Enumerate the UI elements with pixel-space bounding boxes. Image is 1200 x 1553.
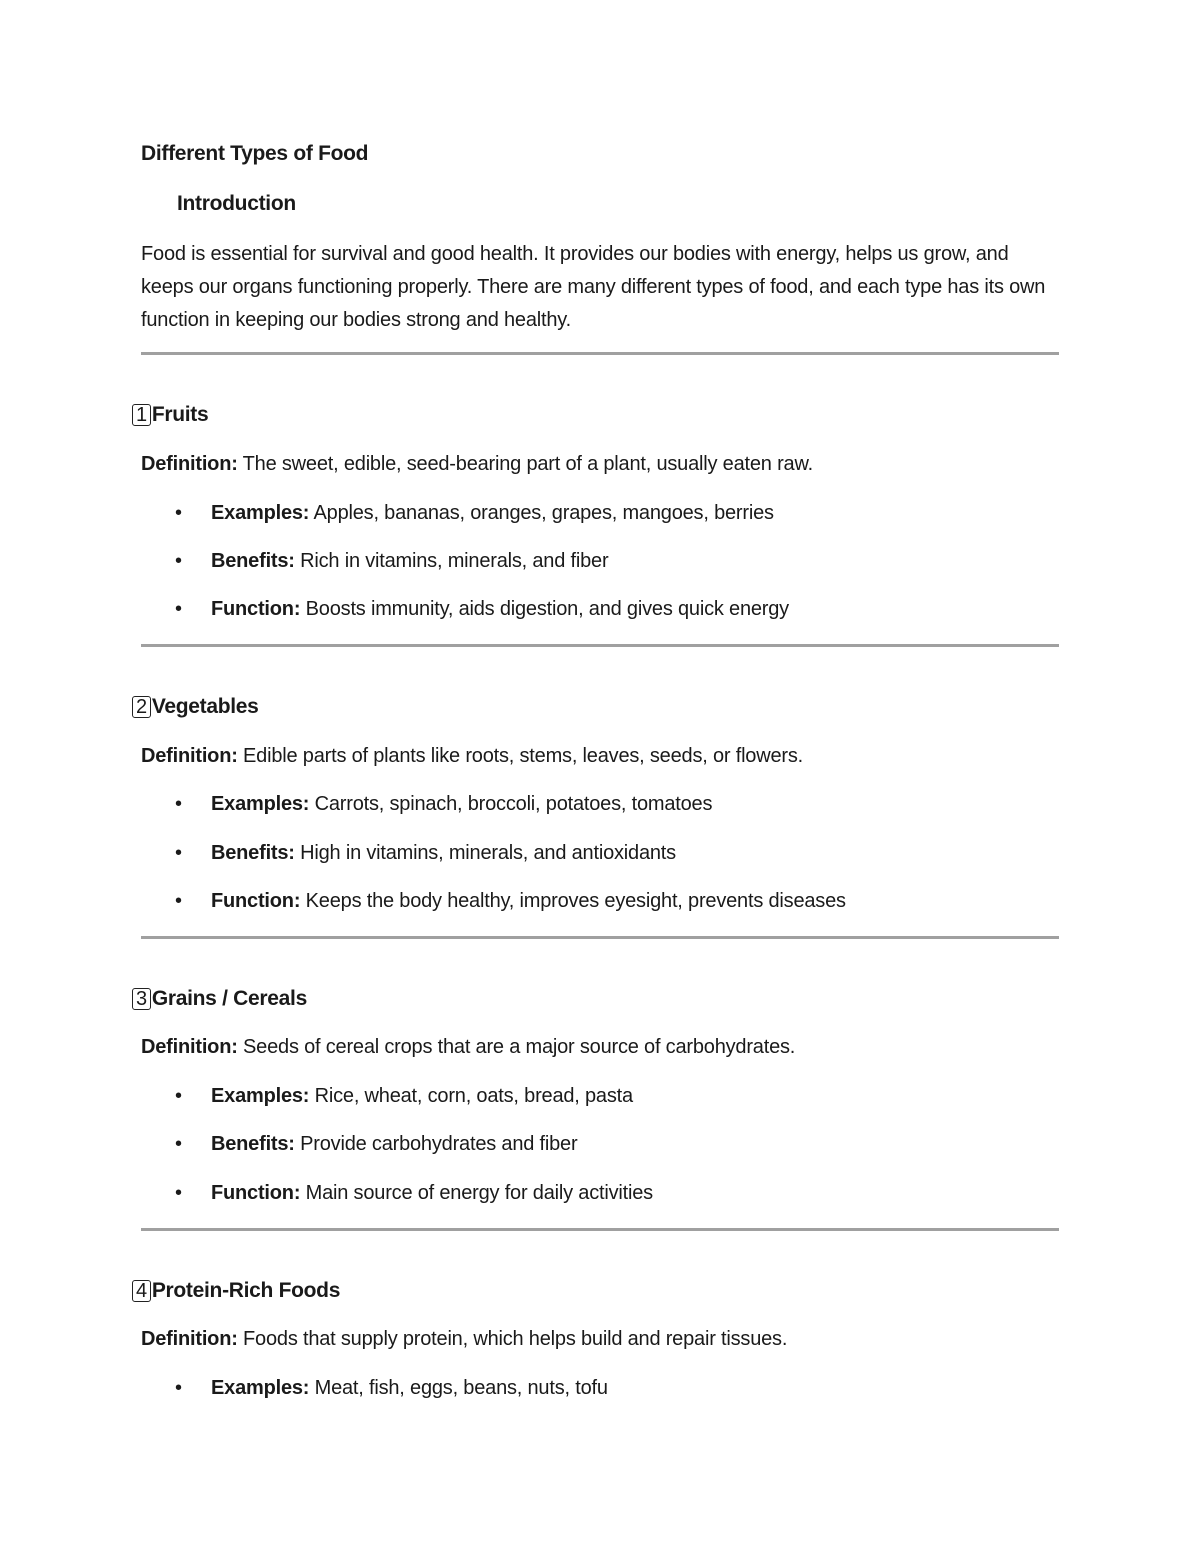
definition-label: Definition: — [141, 1036, 238, 1058]
bullet-icon: • — [175, 1085, 182, 1107]
benefits-text: Provide carbohydrates and fiber — [294, 1133, 578, 1155]
function-text: Keeps the body healthy, improves eyesight, prevents diseases — [300, 890, 846, 912]
definition-line — [141, 453, 813, 476]
intro-heading: Introduction — [177, 192, 296, 215]
section-divider — [141, 352, 1059, 355]
bullet-icon: • — [175, 1182, 182, 1204]
section-number-badge: 3 — [132, 988, 151, 1010]
section-title: Vegetables — [151, 695, 259, 718]
section-heading-grains — [132, 987, 307, 1011]
bullet-icon: • — [175, 1133, 182, 1155]
definition-line — [141, 1328, 787, 1351]
definition-line — [141, 745, 803, 768]
benefits-item — [175, 550, 609, 573]
section-divider — [141, 1228, 1059, 1231]
function-item — [175, 598, 789, 621]
examples-text: Carrots, spinach, broccoli, potatoes, tomatoes — [309, 793, 713, 815]
document-title: Different Types of Food — [141, 142, 369, 165]
function-item — [175, 890, 846, 913]
section-title: Fruits — [151, 403, 209, 426]
examples-item — [175, 1085, 633, 1108]
bullet-icon: • — [175, 842, 182, 864]
section-heading-vegetables — [132, 695, 259, 719]
examples-item — [175, 793, 713, 816]
definition-text: Seeds of cereal crops that are a major source of carbohydrates. — [237, 1036, 796, 1058]
definition-text: Edible parts of plants like roots, stems, leaves, seeds, or flowers. — [237, 745, 804, 767]
definition-label: Definition: — [141, 745, 238, 767]
benefits-item — [175, 842, 676, 865]
examples-label: Examples: — [211, 502, 310, 524]
benefits-label: Benefits: — [211, 550, 295, 572]
function-text: Boosts immunity, aids digestion, and gives quick energy — [300, 598, 789, 620]
examples-label: Examples: — [211, 1085, 310, 1107]
examples-text: Apples, bananas, oranges, grapes, mangoes, berries — [309, 502, 774, 524]
function-item — [175, 1182, 653, 1205]
examples-item — [175, 1377, 608, 1400]
benefits-text: High in vitamins, minerals, and antioxidants — [294, 842, 676, 864]
definition-label: Definition: — [141, 1328, 238, 1350]
definition-text: Foods that supply protein, which helps build and repair tissues. — [237, 1328, 788, 1350]
definition-line — [141, 1036, 795, 1059]
bullet-icon: • — [175, 550, 182, 572]
bullet-icon: • — [175, 598, 182, 620]
section-heading-protein — [132, 1279, 340, 1303]
benefits-text: Rich in vitamins, minerals, and fiber — [294, 550, 609, 572]
section-title: Grains / Cereals — [151, 987, 307, 1010]
definition-label: Definition: — [141, 453, 238, 475]
examples-label: Examples: — [211, 793, 310, 815]
bullet-icon: • — [175, 1377, 182, 1399]
examples-item — [175, 502, 774, 525]
definition-text: The sweet, edible, seed-bearing part of a plant, usually eaten raw. — [237, 453, 813, 475]
bullet-icon: • — [175, 502, 182, 524]
function-label: Function: — [211, 598, 301, 620]
function-text: Main source of energy for daily activities — [300, 1182, 653, 1204]
section-heading-fruits — [132, 403, 208, 427]
benefits-label: Benefits: — [211, 842, 295, 864]
section-number-badge: 1 — [132, 404, 151, 426]
section-title: Protein-Rich Foods — [151, 1279, 341, 1302]
function-label: Function: — [211, 890, 301, 912]
section-divider — [141, 644, 1059, 647]
examples-text: Meat, fish, eggs, beans, nuts, tofu — [309, 1377, 608, 1399]
bullet-icon: • — [175, 890, 182, 912]
examples-text: Rice, wheat, corn, oats, bread, pasta — [309, 1085, 633, 1107]
benefits-label: Benefits: — [211, 1133, 295, 1155]
section-number-badge: 4 — [132, 1280, 151, 1302]
section-divider — [141, 936, 1059, 939]
section-number-badge: 2 — [132, 696, 151, 718]
function-label: Function: — [211, 1182, 301, 1204]
benefits-item — [175, 1133, 578, 1156]
intro-paragraph: Food is essential for survival and good health. It provides our bodies with energy, helps us grow, and keeps our organs functioning properly. There are many different types of food, and each type has its own function in keeping our bodies strong and healthy. — [141, 243, 1046, 331]
examples-label: Examples: — [211, 1377, 310, 1399]
bullet-icon: • — [175, 793, 182, 815]
